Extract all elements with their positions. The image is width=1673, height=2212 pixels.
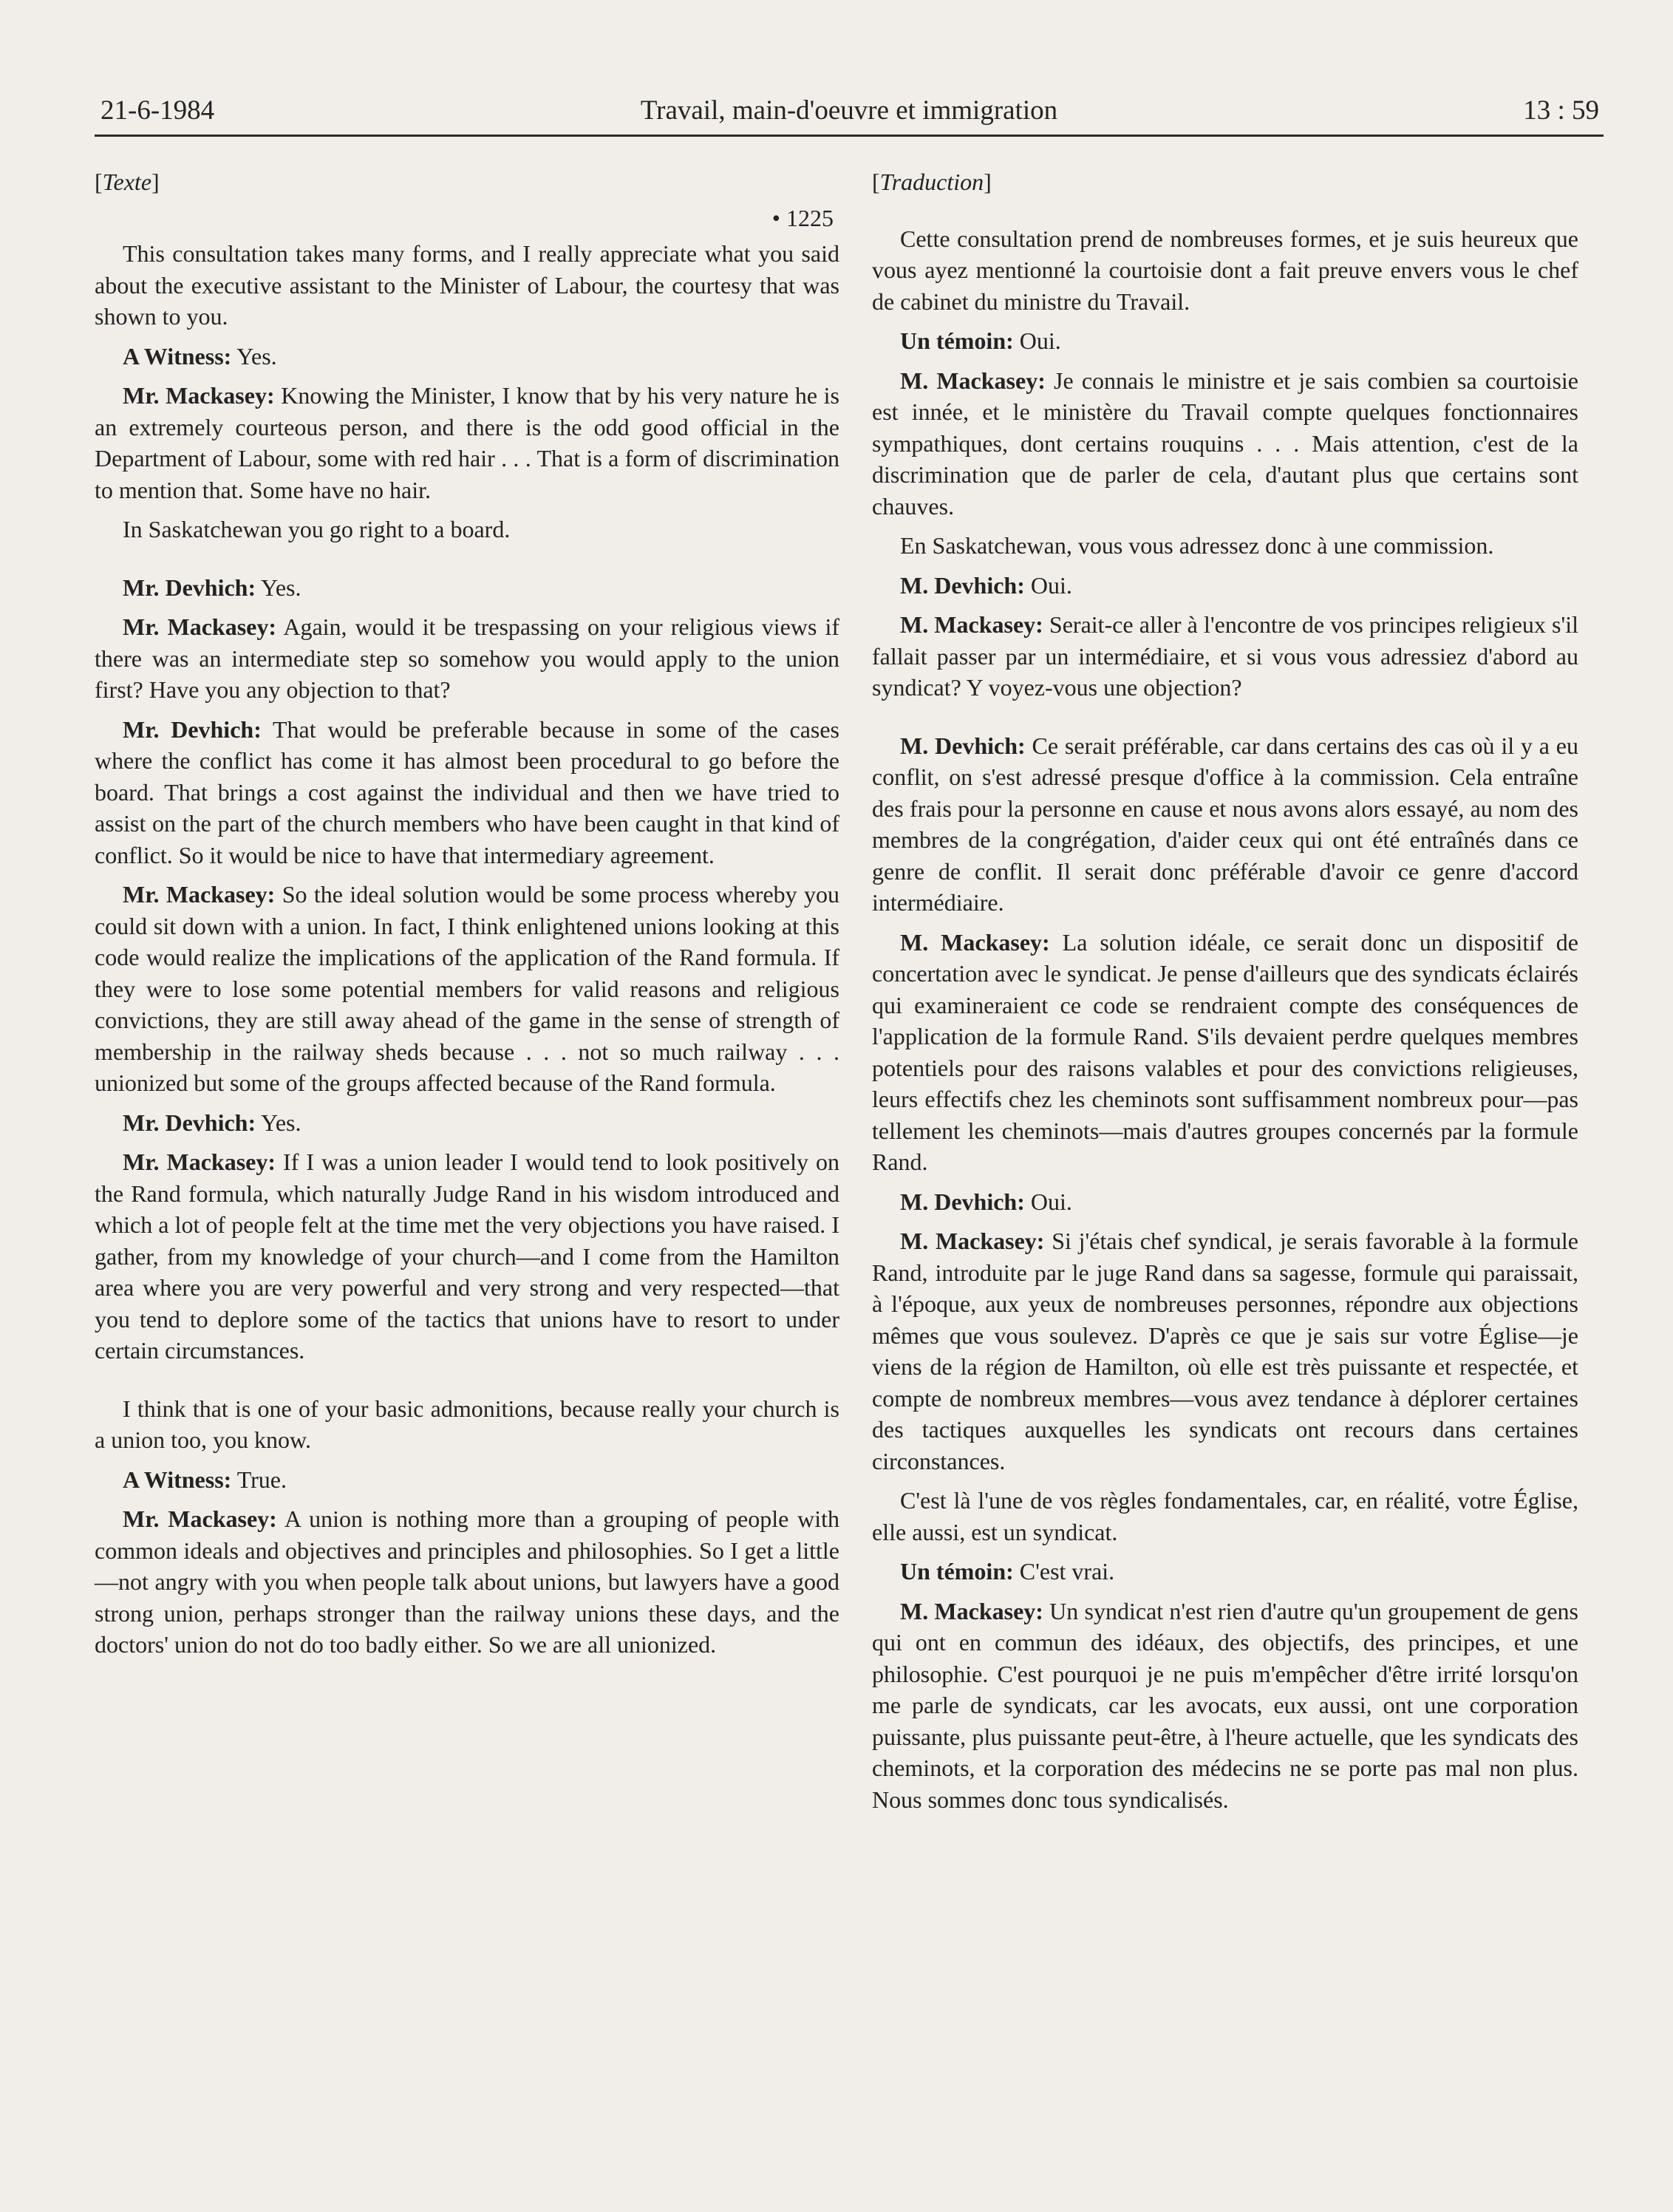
speaker-label: Un témoin: <box>900 327 1014 354</box>
speaker-label: M. Mackasey: <box>900 928 1050 956</box>
paragraph <box>95 572 839 604</box>
paragraph-text: Again, would it be trespassing on your religious views if there was an intermediate step so somehow you would apply to the union first? Have you any objection to that? <box>95 613 840 703</box>
paragraph-text: C'est là l'une de vos règles fondamentales, car, en réalité, votre Église, elle aussi, est un syndicat. <box>872 1487 1578 1545</box>
paragraph <box>95 238 839 333</box>
speaker-label: M. Mackasey: <box>900 611 1043 638</box>
section-marker-label: Traduction <box>879 169 984 195</box>
section-marker-texte: [Texte] <box>95 169 160 195</box>
paragraph <box>95 341 839 372</box>
speaker-label: Mr. Mackasey: <box>123 881 276 908</box>
paragraph-text: This consultation takes many forms, and I really appreciate what you said about the executive assistant to the Minister of Labour, the courtesy that was shown to you. <box>95 240 839 330</box>
paragraph <box>95 380 839 506</box>
left-column-english <box>95 166 839 1669</box>
paragraph-text: In Saskatchewan you go right to a board. <box>123 516 511 542</box>
speaker-label: Mr. Devhich: <box>123 715 262 743</box>
paragraph-text: Yes. <box>256 574 301 601</box>
paragraph-text: Knowing the Minister, I know that by his very nature he is an extremely courteous person, and there is the odd good official in the Department of Labour, some with red hair . . . That is a form of discrimination to mention that. Some have no hair. <box>95 382 840 503</box>
paragraph <box>95 1503 839 1661</box>
paragraph <box>95 611 839 706</box>
paragraph-text: Si j'étais chef syndical, je serais favorable à la formule Rand, introduite par le juge Rand dans sa sagesse, formule qui paraissait, à l'époque, aux yeux de nombreuses personnes, répondre aux objections mêmes que vous soulevez. D'après ce que je sais sur votre Église—je viens de la région de Hamilton, où elle est très puissante et respectée, et compte de nombreux membres—vous avez tendance à déplorer certaines des tactiques auxquelles les syndicats ont recours dans certaines circonstances. <box>872 1228 1579 1474</box>
speaker-label: Mr. Mackasey: <box>123 613 277 640</box>
paragraph-text: Oui. <box>1024 571 1072 599</box>
speaker-label: Mr. Mackasey: <box>123 1505 277 1532</box>
speaker-label: Un témoin: <box>900 1558 1014 1585</box>
speaker-label: A Witness: <box>123 1466 232 1493</box>
paragraph <box>95 714 839 871</box>
speaker-label: M. Devhich: <box>900 571 1025 599</box>
paragraph-text: Oui. <box>1024 1188 1072 1215</box>
paragraph <box>95 1393 839 1456</box>
paragraph-text: Un syndicat n'est rien d'autre qu'un groupement de gens qui ont en commun des idéaux, des objectifs, des principes, et une philosophie. C'est pourquoi je ne puis m'empêcher d'être irrité lorsqu'on me parle de syndicats, car les avocats, eux aussi, ont une corporation puissante, plus puissante peut-être, à l'heure actuelle, que les syndicats des cheminots, et la corporation des médecins ne se porte pas mal non plus. Nous sommes donc tous syndicalisés. <box>872 1597 1579 1813</box>
paragraph-text: Serait-ce aller à l'encontre de vos principes religieux s'il fallait passer par un intermédiaire, et si vous vous adressiez d'abord au syndicat? Y voyez-vous une objection? <box>872 611 1579 701</box>
speaker-label: M. Mackasey: <box>900 1228 1045 1254</box>
paragraph-text: I think that is one of your basic admonitions, because really your church is a union too, you know. <box>95 1395 839 1453</box>
section-marker-label: Texte <box>102 169 152 195</box>
paragraph <box>872 1485 1578 1548</box>
paragraph-text: Oui. <box>1013 327 1061 354</box>
paragraph <box>872 223 1578 318</box>
paragraph <box>95 1146 839 1367</box>
paragraph-text: Je connais le ministre et je sais combien sa courtoisie est innée, et le ministère du Travail compte quelques fonctionnaires sympathiques, dont certains rouquins . . . Mais attention, c'est de la discrimination que de parler de cela, d'autant plus que certains sont chauves. <box>872 367 1579 520</box>
paragraph <box>95 514 839 545</box>
paragraph <box>95 879 839 1099</box>
paragraph <box>872 1186 1578 1218</box>
paragraph-text: En Saskatchewan, vous vous adressez donc à une commission. <box>900 532 1494 559</box>
paragraph <box>872 1225 1578 1477</box>
speaker-label: M. Mackasey: <box>900 1597 1043 1624</box>
paragraph-text: C'est vrai. <box>1013 1558 1115 1585</box>
speaker-label: Mr. Mackasey: <box>123 382 275 409</box>
paragraph-text: A union is nothing more than a grouping of people with common ideals and objectives and principles and philosophies. So I get a little—not angry with you when people talk about unions, but lawyers have a good strong union, perhaps stronger than the railway unions these days, and the doctors' union do not do too badly either. So we are all unionized. <box>95 1505 840 1658</box>
paragraph <box>95 1107 839 1139</box>
speaker-label: M. Devhich: <box>900 732 1026 759</box>
page-header <box>95 95 1604 137</box>
header-page-number: 13 : 59 <box>1523 95 1599 126</box>
paragraph <box>872 530 1578 562</box>
paragraph <box>872 730 1578 919</box>
header-date: 21-6-1984 <box>100 95 215 126</box>
speaker-label: A Witness: <box>123 342 232 370</box>
paragraph-text: That would be preferable because in some of the cases where the conflict has come it has almost been procedural to go before the board. That brings a cost against the individual and then we have tried to assist on the part of the church members who have been caught in that kind of conflict. So it would be nice to have that intermediary agreement. <box>95 715 840 868</box>
paragraph-text: If I was a union leader I would tend to look positively on the Rand formula, which naturally Judge Rand in his wisdom introduced and which a lot of people felt at the time met the very objections you have raised. I gather, from my knowledge of your church—and I come from the Hamilton area where you are very powerful and very strong and very respected—that you tend to deplore some of the tactics that unions have to resort to under certain circumstances. <box>95 1148 840 1364</box>
paragraph <box>872 609 1578 704</box>
paragraph-text: Ce serait préférable, car dans certains des cas où il y a eu conflit, on s'est adressé presque d'office à la commission. Cela entraîne des frais pour la personne en cause et nous avons alors essayé, au nom des membres de la congrégation, d'aider ceux qui ont été entraînés dans ce genre de conflit. Il serait donc préférable d'avoir ce genre d'accord intermédiaire. <box>872 732 1579 916</box>
speaker-label: Mr. Mackasey: <box>123 1148 276 1175</box>
speaker-label: M. Devhich: <box>900 1188 1025 1215</box>
header-title: Travail, main-d'oeuvre et immigration <box>640 95 1058 126</box>
paragraph <box>872 927 1578 1178</box>
speaker-label: M. Mackasey: <box>900 367 1046 394</box>
paragraph <box>872 365 1578 523</box>
timestamp-marker: • 1225 <box>771 204 834 231</box>
right-column-french <box>872 166 1578 1823</box>
paragraph <box>872 1556 1578 1587</box>
paragraph <box>872 570 1578 602</box>
paragraph <box>872 1596 1578 1816</box>
paragraph-text: Cette consultation prend de nombreuses formes, et je suis heureux que vous ayez mentionné la courtoisie dont a fait preuve envers vous le chef de cabinet du ministre du Travail. <box>872 225 1578 315</box>
paragraph-text: True. <box>231 1466 287 1493</box>
speaker-label: Mr. Devhich: <box>123 1109 256 1136</box>
paragraph-text: Yes. <box>256 1109 301 1136</box>
paragraph-text: So the ideal solution would be some process whereby you could sit down with a union. In fact, I think enlightened unions looking at this code would realize the implications of the application of the Rand formula. If they were to lose some potential members for valid reasons and religious convictions, they are still away ahead of the game in the sense of strength of membership in the railway sheds because . . . not so much railway . . . unionized but some of the groups affected because of the Rand formula. <box>95 881 840 1096</box>
paragraph-text: La solution idéale, ce serait donc un dispositif de concertation avec le syndicat. Je pense d'ailleurs que des syndicats éclairés qui examineraient ce code se rendraient compte des conséquences de l'application de la formule Rand. S'ils devaient perdre quelques membres potentiels pour des raisons valables et pour des convictions religieuses, leurs effectifs chez les cheminots sont suffisamment nombreux pour—pas tellement les cheminots—mais d'autres groupes concernés par la formule Rand. <box>872 928 1579 1175</box>
paragraph-text: Yes. <box>231 342 277 370</box>
paragraph <box>95 1464 839 1496</box>
speaker-label: Mr. Devhich: <box>123 574 256 601</box>
section-marker-traduction: [Traduction] <box>872 169 992 195</box>
paragraph <box>872 325 1578 357</box>
